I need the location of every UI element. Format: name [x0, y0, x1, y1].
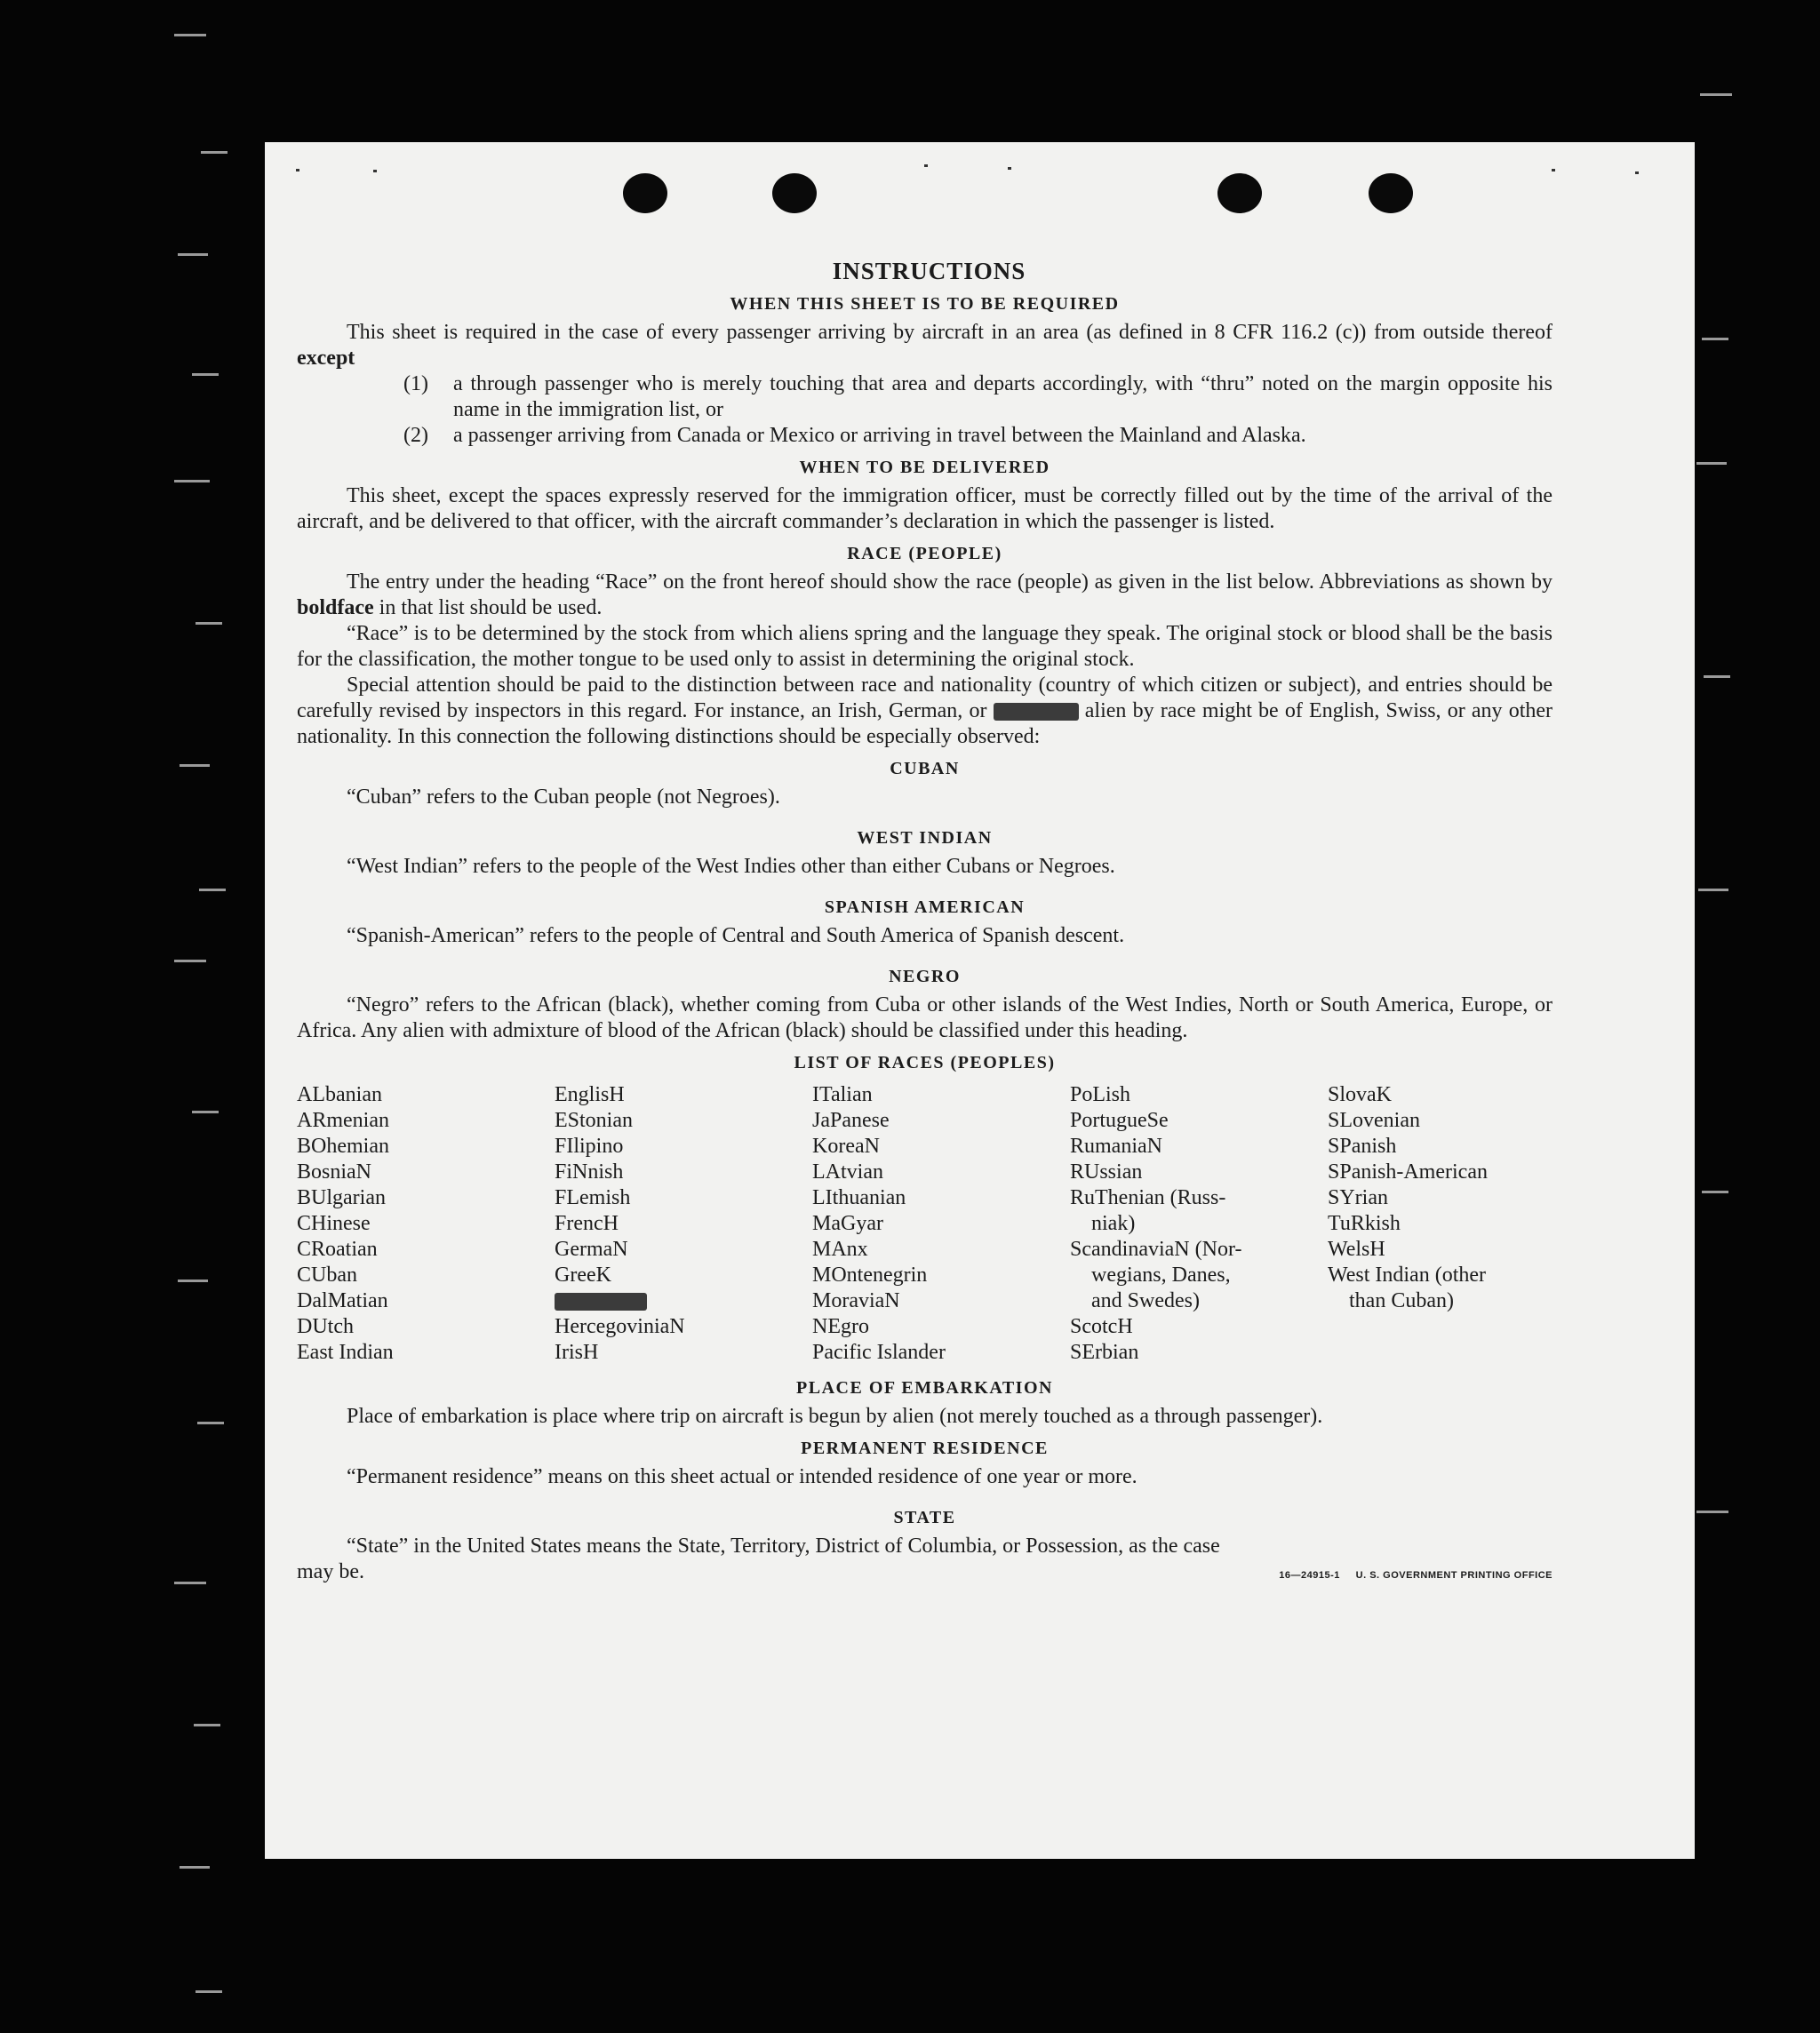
punch-hole [772, 173, 817, 213]
section-heading-state: STATE [893, 1508, 956, 1527]
race-item: RuThenian (Russ- [1070, 1186, 1226, 1209]
race-item: than Cuban) [1349, 1289, 1454, 1312]
race-item: EStonian [555, 1109, 633, 1132]
race-item: CHinese [297, 1212, 371, 1235]
race-item: RumaniaN [1070, 1135, 1162, 1158]
race-item: SPanish [1328, 1135, 1397, 1158]
races-list [297, 1082, 1553, 1366]
race-item: TuRkish [1328, 1212, 1401, 1235]
document-page [265, 142, 1695, 1859]
section-heading-cuban: CUBAN [890, 759, 960, 778]
race-item: SErbian [1070, 1341, 1139, 1364]
section-heading-west-indian: WEST INDIAN [857, 828, 993, 848]
race-item: MOntenegrin [812, 1264, 928, 1287]
required-intro: This sheet is required in the case of every passenger arriving by aircraft in an area (as defined in 8 CFR 116.2 (c)) from outside thereof except [297, 321, 1553, 370]
section-heading-race: RACE (PEOPLE) [847, 544, 1002, 563]
section-heading-embarkation: PLACE OF EMBARKATION [796, 1378, 1053, 1398]
race-item: EnglisH [555, 1083, 625, 1106]
race-item: CUban [297, 1264, 357, 1287]
race-item: niak) [1091, 1212, 1136, 1235]
races-column [1070, 1082, 1328, 1366]
section-heading-residence: PERMANENT RESIDENCE [801, 1439, 1049, 1458]
redacted-word [994, 703, 1079, 721]
race-item: and Swedes) [1091, 1289, 1200, 1312]
race-paragraph: The entry under the heading “Race” on the front hereof should show the race (people) as given in the list below. Abbreviations as shown by boldface in that list should be used. [297, 570, 1553, 619]
race-item: PoLish [1070, 1083, 1131, 1106]
redacted-word [555, 1293, 647, 1311]
race-item: KoreaN [812, 1135, 880, 1158]
races-column [297, 1082, 555, 1366]
punch-hole [623, 173, 667, 213]
race-item: IrisH [555, 1341, 599, 1364]
race-item: CRoatian [297, 1238, 378, 1261]
section-heading-negro: NEGRO [889, 967, 961, 986]
race-item: HercegoviniaN [555, 1315, 685, 1338]
race-item: FLemish [555, 1186, 631, 1209]
race-item: East Indian [297, 1341, 394, 1364]
race-item: MAnx [812, 1238, 868, 1261]
negro-text: “Negro” refers to the African (black), whether coming from Cuba or other islands of the West Indies, North or South America, Europe, or Africa. Any alien with admixture of blood of the African (black) should be classified under this heading. [297, 993, 1553, 1042]
race-item: Pacific Islander [812, 1341, 946, 1364]
punch-hole [1369, 173, 1413, 213]
race-item: ARmenian [297, 1109, 389, 1132]
race-item: FiNnish [555, 1160, 624, 1184]
footer-row [297, 1559, 1553, 1585]
race-item: SlovaK [1328, 1083, 1392, 1106]
race-item: LAtvian [812, 1160, 883, 1184]
film-edge-right [1693, 0, 1764, 2033]
race-item: PortugueSe [1070, 1109, 1169, 1132]
race-item: DalMatian [297, 1289, 388, 1312]
section-heading-delivered: WHEN TO BE DELIVERED [799, 458, 1050, 477]
race-item: BUlgarian [297, 1186, 386, 1209]
race-item: ALbanian [297, 1083, 382, 1106]
state-text-end: may be. [297, 1560, 364, 1583]
section-heading-required: WHEN THIS SHEET IS TO BE REQUIRED [730, 294, 1120, 314]
required-exception-item: (1) a through passenger who is merely touching that area and departs accordingly, with “thru” noted on the margin opposite his name in the immigration list, or [403, 372, 1553, 421]
race-item: RUssian [1070, 1160, 1143, 1184]
races-column [812, 1082, 1070, 1366]
form-number: 16—24915-1 [1279, 1570, 1340, 1581]
race-item: FIlipino [555, 1135, 624, 1158]
race-item: NEgro [812, 1315, 869, 1338]
race-item: MaGyar [812, 1212, 883, 1235]
page-title: INSTRUCTIONS [832, 258, 1026, 284]
race-item: ITalian [812, 1083, 873, 1106]
race-item: ScotcH [1070, 1315, 1133, 1338]
race-item-redacted [555, 1288, 812, 1314]
race-item: ScandinaviaN (Nor- [1070, 1238, 1242, 1261]
race-item: SLovenian [1328, 1109, 1420, 1132]
spanish-american-text: “Spanish-American” refers to the people of Central and South America of Spanish descent. [347, 924, 1125, 947]
race-item: WelsH [1328, 1238, 1385, 1261]
west-indian-text: “West Indian” refers to the people of the West Indies other than either Cubans or Negroes. [347, 855, 1115, 878]
race-item: FrencH [555, 1212, 619, 1235]
race-item: GreeK [555, 1264, 611, 1287]
races-column [1328, 1082, 1585, 1366]
residence-text: “Permanent residence” means on this sheet actual or intended residence of one year or more. [347, 1465, 1138, 1488]
race-item: LIthuanian [812, 1186, 906, 1209]
section-heading-list: LIST OF RACES (PEOPLES) [794, 1053, 1056, 1072]
race-item: West Indian (other [1328, 1264, 1487, 1287]
required-exception-item: (2) a passenger arriving from Canada or Mexico or arriving in travel between the Mainland and Alaska. [403, 424, 1306, 447]
race-item: MoraviaN [812, 1289, 900, 1312]
cuban-text: “Cuban” refers to the Cuban people (not Negroes). [347, 785, 780, 809]
race-item: SPanish-American [1328, 1160, 1488, 1184]
race-item: wegians, Danes, [1091, 1264, 1231, 1287]
race-item: GermaN [555, 1238, 628, 1261]
printer-name: U. S. GOVERNMENT PRINTING OFFICE [1355, 1570, 1553, 1581]
film-edge-left [174, 0, 245, 2033]
race-item: BosniaN [297, 1160, 371, 1184]
race-item: SYrian [1328, 1186, 1388, 1209]
race-item: DUtch [297, 1315, 354, 1338]
delivered-text: This sheet, except the spaces expressly reserved for the immigration officer, must be correctly filled out by the time of the arrival of the aircraft, and be delivered to that officer, with the aircraft commander’s declaration in which the passenger is listed. [297, 484, 1553, 533]
race-item: BOhemian [297, 1135, 389, 1158]
races-column [555, 1082, 812, 1366]
race-paragraph: “Race” is to be determined by the stock from which aliens spring and the language they speak. The original stock or blood shall be the basis for the classification, the mother tongue to be used only to assist in determining the original stock. [297, 622, 1553, 671]
race-item: JaPanese [812, 1109, 890, 1132]
embarkation-text: Place of embarkation is place where trip on aircraft is begun by alien (not merely touched as a through passenger). [347, 1405, 1323, 1428]
race-paragraph: Special attention should be paid to the distinction between race and nationality (country of which citizen or subject), and entries should be carefully revised by inspectors in this regard. For instance, an Irish, German, or alien by race might be of English, Swiss, or any other nationality. In this connection the following distinctions should be especially observed: [297, 674, 1553, 748]
punch-hole [1217, 173, 1262, 213]
state-text: “State” in the United States means the State, Territory, District of Columbia, or Possession, as the case [347, 1535, 1220, 1558]
section-heading-spanish-american: SPANISH AMERICAN [824, 897, 1026, 917]
printer-imprint [1279, 1570, 1553, 1581]
